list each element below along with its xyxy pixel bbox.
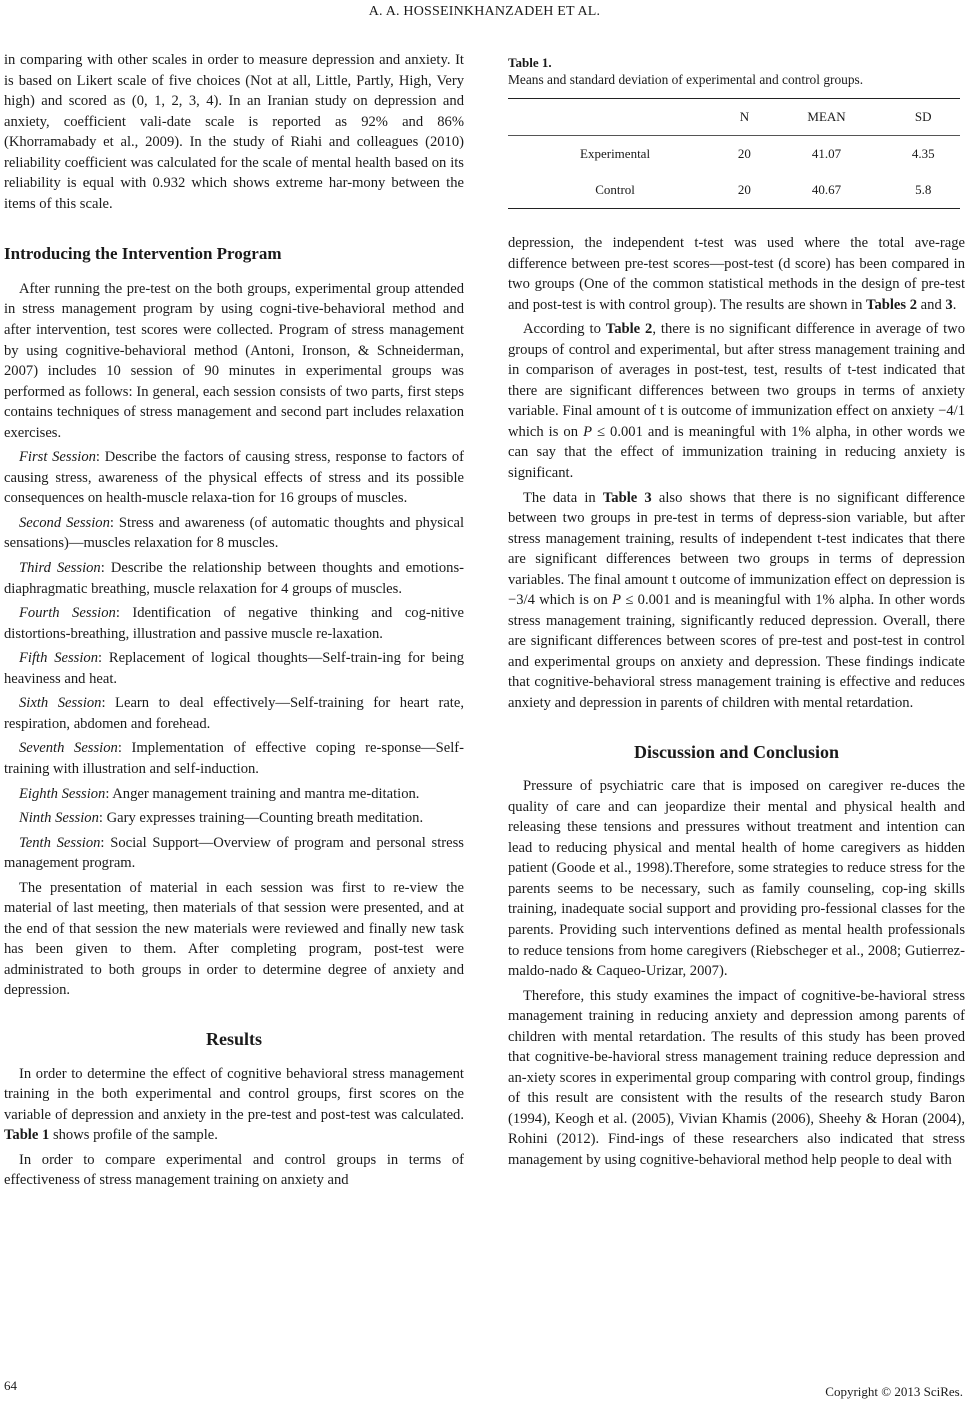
session-10-label: Tenth Session	[19, 834, 101, 851]
table-cell: 20	[737, 145, 751, 161]
table-header-cell: MEAN	[807, 108, 846, 124]
session-5-text: : Replacement of logical thoughts—Self-train-ing for being heaviness and heat.	[4, 650, 464, 687]
copyright-notice: Copyright © 2013 SciRes.	[825, 1384, 963, 1399]
t2-text-c: ≤ 0.001 and is meaningful with 1% alpha, in other words we can say that the effect of immunization training in reducing anxiety is significant.	[508, 423, 965, 482]
session-3-paragraph	[4, 558, 464, 599]
table-header-cell	[508, 99, 722, 136]
section-heading-discussion: Discussion and Conclusion	[633, 741, 840, 762]
session-10-text: : Social Support—Overview of program and personal stress management program.	[4, 834, 464, 872]
table-header-cell: N	[739, 108, 750, 124]
intro-paragraph: in comparing with other scales in order to measure depression and anxiety. It is based on Likert scale of five choices (Not at all, Little, Partly, High, Very high) and scored as (0, 1, 2, 3, 4). In an Iranian study on depression and anxiety, coefficient vali-date scale is reported as 92% and 86% (Khorramabady et al., 2009). In the study of Riahi and colleagues (2010) reliability coefficient was calculated for the scale of mental health based on its reliability is equal with 0.932 which shows extreme har-mony between the items of this scale.	[4, 52, 464, 212]
session-9-paragraph	[4, 808, 464, 829]
discussion-paragraph-2: Therefore, this study examines the impact of cognitive-be-havioral stress management training in reducing anxiety and depression among parents of children with mental retardation. The results of this study has been proved that cognitive-be-havioral stress management training reduce depression and an-xiety scores in experimental group comparing with control group, findings of this result are consistent with the results of the research study Baron (1994), Keogh et al. (2005), Vivian Khamis (2006), Sheehy & Horan (2004), Rohini (2012). Find-ings of these researchers also indicated that stress management by using cognitive-behavioral method help people to deal with	[508, 987, 965, 1168]
table-row	[508, 172, 960, 209]
table-1	[508, 98, 960, 209]
section-heading-intervention: Introducing the Intervention Program	[4, 244, 282, 264]
table-cell: 4.35	[911, 145, 935, 161]
session-8-paragraph	[4, 784, 464, 805]
t3-text-c: ≤ 0.001 and is meaningful with 1% alpha. In other words stress management training, significantly reduced depression. Overall, there are significant differences between scores of pre-test and post-test in control and experimental groups on anxiety and depression. These findings indicate that cognitive-behavioral stress management training is effective and reduces anxiety and depression in parents of children with mental retardation.	[508, 592, 965, 712]
session-1-label: First Session	[19, 449, 96, 466]
conjunction-text: and	[917, 296, 946, 313]
session-4-label: Fourth Session	[19, 605, 116, 622]
session-5-paragraph	[4, 648, 464, 689]
session-1-paragraph	[4, 447, 464, 509]
table-2-paragraph	[508, 319, 965, 483]
presentation-paragraph: The presentation of material in each session was first to re-view the material of last meeting, then materials of that session were presented, and at the end of that session the new materials were reviewed and finally new task has been given to them. After completing program, post-test were administrated to both groups in order to determine degree of anxiety and depression.	[4, 879, 464, 999]
table-header-cell: SD	[914, 108, 932, 124]
running-head: A. A. HOSSEINKHANZADEH ET AL.	[368, 4, 601, 19]
page-number: 64	[4, 1378, 17, 1393]
p-symbol: P	[612, 592, 622, 609]
discussion-paragraph-1: Pressure of psychiatric care that is imposed on caregiver re-duces the quality of care and can jeopardize their mental and physical health and releasing these tensions and pressures without treatment and intention can lead to reducing physical and mental health of home caregivers as hidden patient (Goode et al., 1998).Therefore, some strategies to reduce stress for the parents seems to be necessary, such as family counseling, cop-ing skills training, inadequate social support and providing pro-fessional classes for the parents. Providing such interventions defined as mental health professionals to reduce tensions from home caregivers (Riebscheger et al., 2008; Gutierrez-maldo-nado & Caqueo-Urizar, 2007).	[508, 778, 965, 980]
table-cell: 5.8	[915, 181, 932, 197]
session-3-text: : Describe the relationship between thoughts and emotions-diaphragmatic breathing, muscle relaxation for 4 groups of muscles.	[4, 560, 464, 597]
session-2-paragraph	[4, 513, 464, 554]
results-text-a: In order to determine the effect of cognitive behavioral stress management training in the both experimental and control groups, first scores on the variable of depression and anxiety in the pre-test and post-test was calculated.	[4, 1065, 464, 1123]
session-9-text: : Gary expresses training—Counting breath meditation.	[98, 810, 424, 827]
session-6-paragraph	[4, 693, 464, 734]
tables-2-ref: Tables 2	[866, 296, 918, 313]
continuation-paragraph	[508, 233, 965, 315]
results-text-b: shows profile of the sample.	[49, 1127, 218, 1144]
session-4-paragraph	[4, 603, 464, 644]
table-3-ref: 3	[945, 296, 953, 313]
session-1-text: : Describe the factors of causing stress, response to factors of causing stress, awareness of the physical effects of stress and its possible consequences on health-muscle relaxa-tion for 16 groups of muscles.	[4, 449, 464, 507]
table-1-ref: Table 1	[4, 1127, 50, 1144]
table-1-title: Table 1.	[508, 55, 552, 70]
session-7-text: : Implementation of effective coping re-sponse—Self-training with illustration and self-induction.	[4, 740, 465, 777]
session-5-label: Fifth Session	[19, 650, 98, 667]
session-7-label: Seventh Session	[19, 740, 118, 757]
session-2-text: : Stress and awareness (of automatic thoughts and physical sensations)—muscles relaxation for 8 muscles.	[4, 514, 465, 552]
session-4-text: : Identification of negative thinking and cog-nitive distortions-breathing, illustration and passive muscle re-laxation.	[4, 605, 464, 642]
table-row	[508, 136, 960, 173]
t3-text-a: The data in	[523, 489, 603, 506]
p-symbol: P	[583, 423, 592, 440]
t2-text-a: According to	[523, 321, 606, 338]
table-header-row	[508, 99, 960, 136]
session-2-label: Second Session	[19, 514, 110, 531]
right-column	[508, 50, 965, 1171]
table-cell: 40.67	[811, 181, 842, 197]
results-paragraph-1	[4, 1064, 464, 1146]
session-8-label: Eighth Session	[19, 785, 106, 802]
table-1-caption: Means and standard deviation of experimental and control groups.	[508, 72, 864, 87]
table-cell: Experimental	[580, 145, 651, 161]
intervention-paragraph: After running the pre-test on the both groups, experimental group attended in stress management program by using cogni-tive-behavioral method and after intervention, test scores were collected. Program of stress management by using cognitive-behavioral method (Antoni, Ironson, & Schneiderman, 2007) includes 10 session of 90 minutes in experimental groups was performed as follows: In general, each session consists of two parts, first steps contains techniques of stress management and second part includes relaxation exercises.	[4, 280, 464, 441]
section-heading-results: Results	[205, 1028, 262, 1049]
table-3-paragraph	[508, 488, 965, 714]
table-cell: Control	[595, 181, 635, 197]
period-text: .	[952, 296, 957, 313]
session-6-label: Sixth Session	[19, 695, 102, 712]
session-3-label: Third Session	[19, 560, 101, 577]
table-3-ref: Table 3	[602, 489, 652, 506]
session-8-text: : Anger management training and mantra me-ditation.	[105, 785, 420, 802]
session-7-paragraph	[4, 738, 464, 779]
session-6-text: : Learn to deal effectively—Self-training for heart rate, respiration, abdomen and forehead.	[4, 695, 464, 732]
left-column	[4, 50, 464, 1191]
t3-text-b: also shows that there is no significant difference between two groups in pre-test in terms of depress-sion variable, but after stress management training, results of independent t-test indicates that there are significant differences between two groups in terms of depression variables. The final amount t outcome of immunization effect on depression is −3/4 which is on	[508, 489, 965, 609]
results-paragraph-2: In order to compare experimental and control groups in terms of effectiveness of stress management training on anxiety and	[4, 1151, 464, 1189]
table-cell: 41.07	[811, 145, 842, 161]
table-cell: 20	[737, 181, 751, 197]
session-9-label: Ninth Session	[19, 810, 99, 827]
table-2-ref: Table 2	[605, 321, 653, 338]
session-10-paragraph	[4, 833, 464, 874]
t2-text-b: , there is no significant difference in average of two groups of control and experimental, but after stress management training and in comparison of averages in post-test, test, results of t-test indicated that there are significant differences between two groups in terms of anxiety variable. Final amount of t is outcome of immunization effect on anxiety −4/1 which is on	[508, 321, 966, 440]
continuation-text: depression, the independent t-test was used where the total ave-rage difference between pre-test scores—post-test (d score) has been compared in two groups (One of the common statistical methods in the design of pre-test and post-test is with control group). The results are shown in	[508, 235, 965, 313]
